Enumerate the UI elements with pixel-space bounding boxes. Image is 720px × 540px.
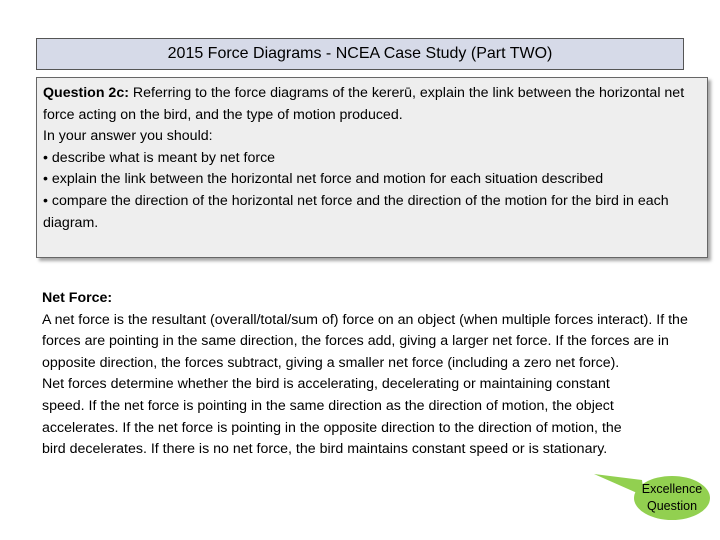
net-force-section	[42, 288, 707, 461]
callout-line-2: Question	[646, 499, 698, 513]
question-bullet-1: • describe what is meant by net force	[43, 149, 276, 166]
net-force-paragraph-2: Net forces determine whether the bird is accelerating, decelerating or maintaining constant speed. If the net force is pointing in the same direction as the direction of motion, the object accelerates. If the net force is pointing in the opposite direction to the direction of motion, the bird decelerates. If there is no net force, the bird maintains constant speed or is stationary.	[42, 376, 622, 458]
question-bullet-2: • explain the link between the horizontal net force and motion for each situation described	[43, 171, 604, 188]
page-title-text: 2015 Force Diagrams - NCEA Case Study (Part TWO)	[167, 45, 553, 62]
net-force-heading: Net Force:	[42, 290, 113, 306]
excellence-callout	[634, 476, 710, 520]
question-text	[43, 83, 701, 126]
question-box	[36, 77, 708, 258]
question-body: Referring to the force diagrams of the kererū, explain the link between the horizontal net force acting on the bird, and the type of motion produced.	[43, 85, 685, 123]
page-title	[36, 38, 684, 70]
question-intro: In your answer you should:	[43, 128, 213, 145]
net-force-paragraph-1: A net force is the resultant (overall/total/sum of) force on an object (when multiple forces interact). If the forces are pointing in the same direction, the forces add, giving a larger net force. If the forces are in opposite direction, the forces subtract, giving a smaller net force (including a zero net force).	[42, 311, 688, 371]
question-label: Question 2c:	[43, 85, 129, 101]
callout-line-1: Excellence	[641, 482, 703, 496]
question-bullet-3: • compare the direction of the horizontal net force and the direction of the motion for the bird in each diagram.	[43, 192, 669, 231]
